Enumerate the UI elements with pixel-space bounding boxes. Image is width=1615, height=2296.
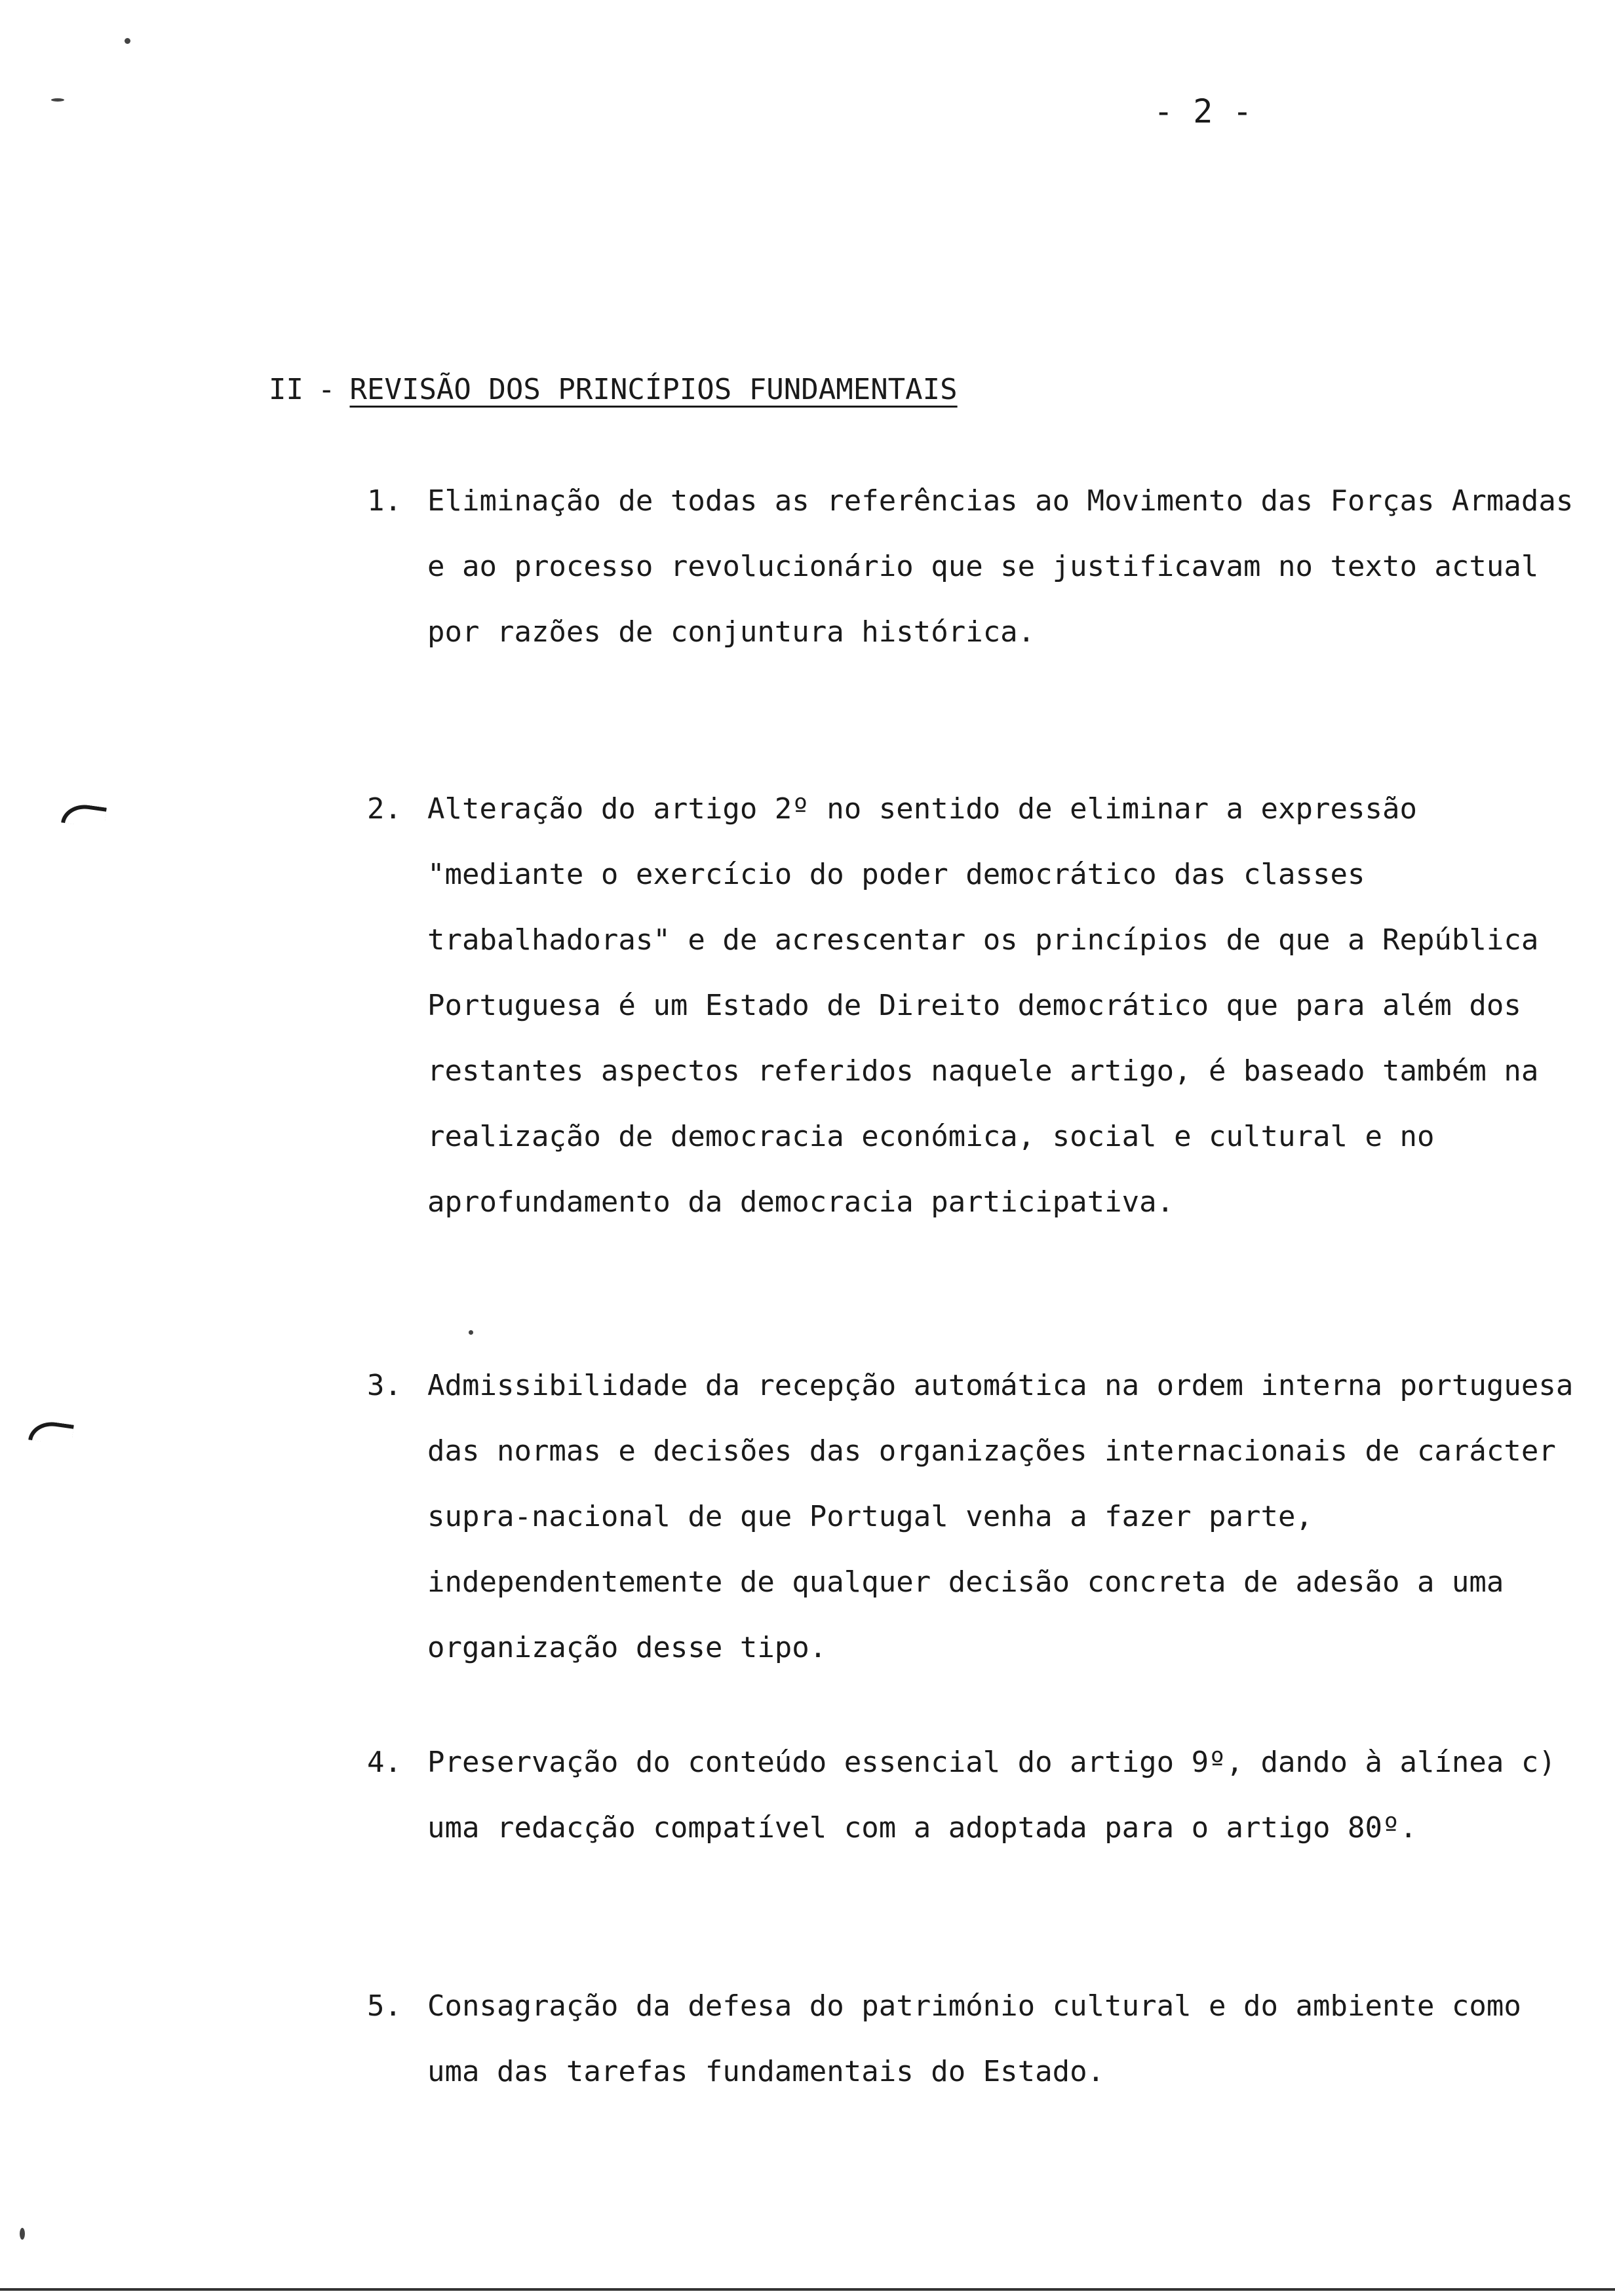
list-item <box>367 1730 1580 1861</box>
section-title: REVISÃO DOS PRINCÍPIOS FUNDAMENTAIS <box>349 373 958 406</box>
item-text: Preservação do conteúdo essencial do artigo 9º, dando à alínea c) uma redacção compatível com a adoptada para o artigo 80º. <box>427 1746 1556 1845</box>
item-number: 3. <box>367 1369 402 1402</box>
section-roman-numeral: II <box>269 373 303 406</box>
scan-speck <box>125 38 130 44</box>
item-text: Alteração do artigo 2º no sentido de eliminar a expressão "mediante o exercício do poder democrático das classes trabalhadoras" e de acrescentar os princípios de que a República Portuguesa é um Estado de Direito democrático que para além dos restantes aspectos referidos naquele artigo, é baseado também na realização de democracia económica, social e cultural e no aprofundamento da democracia participativa. <box>427 792 1539 1219</box>
item-text: Admissibilidade da recepção automática na ordem interna portuguesa das normas e decisões das organizações internacionais de carácter supra-nacional de que Portugal venha a fazer parte, independentemente de qualquer decisão concreta de adesão a uma organização desse tipo. <box>427 1369 1574 1664</box>
scan-speck <box>469 1330 473 1335</box>
item-number: 2. <box>367 792 402 826</box>
scan-speck <box>20 2228 25 2240</box>
list-item <box>367 1353 1580 1681</box>
item-text: Eliminação de todas as referências ao Movimento das Forças Armadas e ao processo revolucionário que se justificavam no texto actual por razões de conjuntura histórica. <box>427 484 1574 649</box>
section-heading <box>269 364 958 416</box>
section-dash: - <box>317 373 336 406</box>
page-number: - 2 - <box>1154 92 1253 130</box>
scan-speck <box>51 98 64 102</box>
punch-hole-mark <box>61 802 107 829</box>
list-item <box>367 1974 1580 2105</box>
item-number: 1. <box>367 484 402 518</box>
item-number: 5. <box>367 1989 402 2023</box>
item-number: 4. <box>367 1746 402 1779</box>
item-text: Consagração da defesa do património cultural e do ambiente como uma das tarefas fundamentais do Estado. <box>427 1989 1521 2088</box>
page-bottom-edge <box>0 2288 1615 2291</box>
punch-hole-mark <box>28 1419 74 1446</box>
list-item <box>367 776 1580 1235</box>
list-item <box>367 469 1580 665</box>
